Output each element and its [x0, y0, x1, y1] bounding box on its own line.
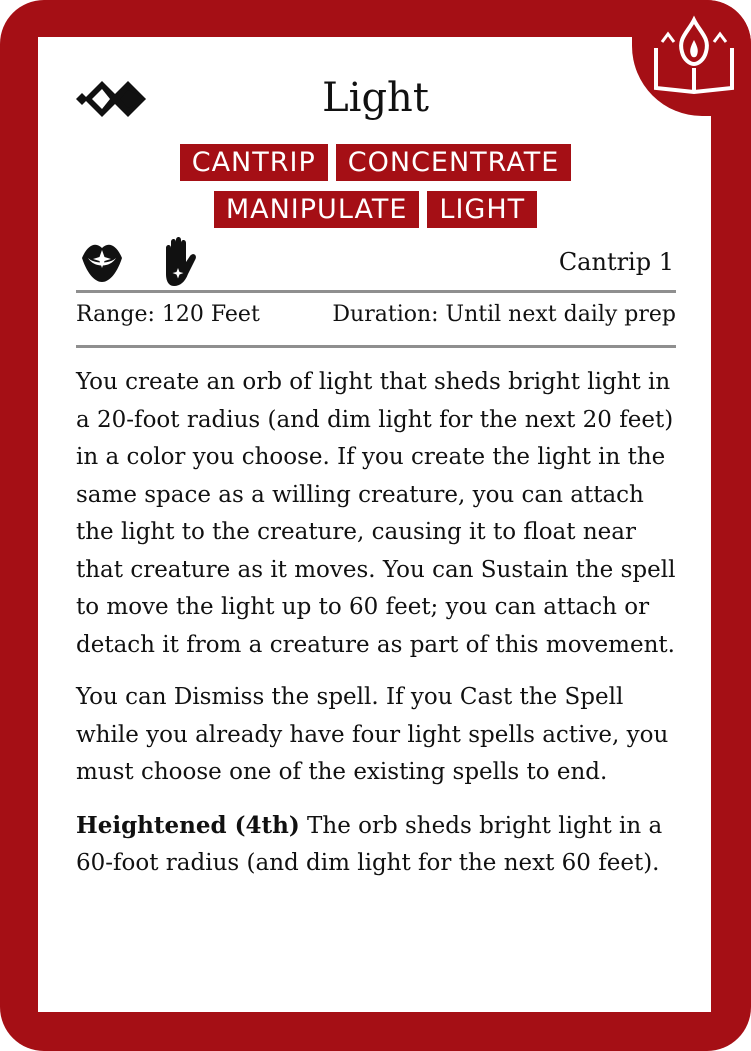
hand-icon	[160, 236, 202, 293]
spell-description	[76, 364, 676, 898]
lips-sparkle-icon	[80, 238, 124, 289]
description-paragraph-1: You create an orb of light that sheds bright light in a 20-foot radius (and dim light for the next 20 feet) in a color you choose. If you create the light in the same space as a willing creature, you can attach the light to the creature, causing it to float near that creature as it moves. You can Sustain the spell to move the light up to 60 feet; you can attach or detach it from a creature as part of this movement.	[76, 369, 676, 658]
traits-row-2	[0, 191, 751, 228]
trait-manipulate: MANIPULATE	[214, 191, 420, 228]
heightened-label: Heightened (4th)	[76, 811, 300, 839]
duration-text: Duration: Until next daily prep	[332, 302, 676, 327]
heightened-text: The orb sheds bright light in a 60-foot radius (and dim light for the next 60 feet).	[76, 812, 663, 876]
trait-light: LIGHT	[427, 191, 537, 228]
description-paragraph-2: You can Dismiss the spell. If you Cast the Spell while you already have four light spells active, you must choose one of the existing spells to end.	[76, 684, 669, 785]
trait-concentrate: CONCENTRATE	[336, 144, 572, 181]
range-text: Range: 120 Feet	[76, 302, 260, 327]
traits-row-1	[0, 144, 751, 181]
spell-title: Light	[322, 75, 429, 121]
trait-cantrip: CANTRIP	[180, 144, 328, 181]
spell-level: Cantrip 1	[558, 248, 674, 276]
spell-stats	[76, 302, 676, 327]
divider-top	[76, 290, 676, 293]
divider-bottom	[76, 345, 676, 348]
heightened-paragraph	[76, 807, 676, 883]
